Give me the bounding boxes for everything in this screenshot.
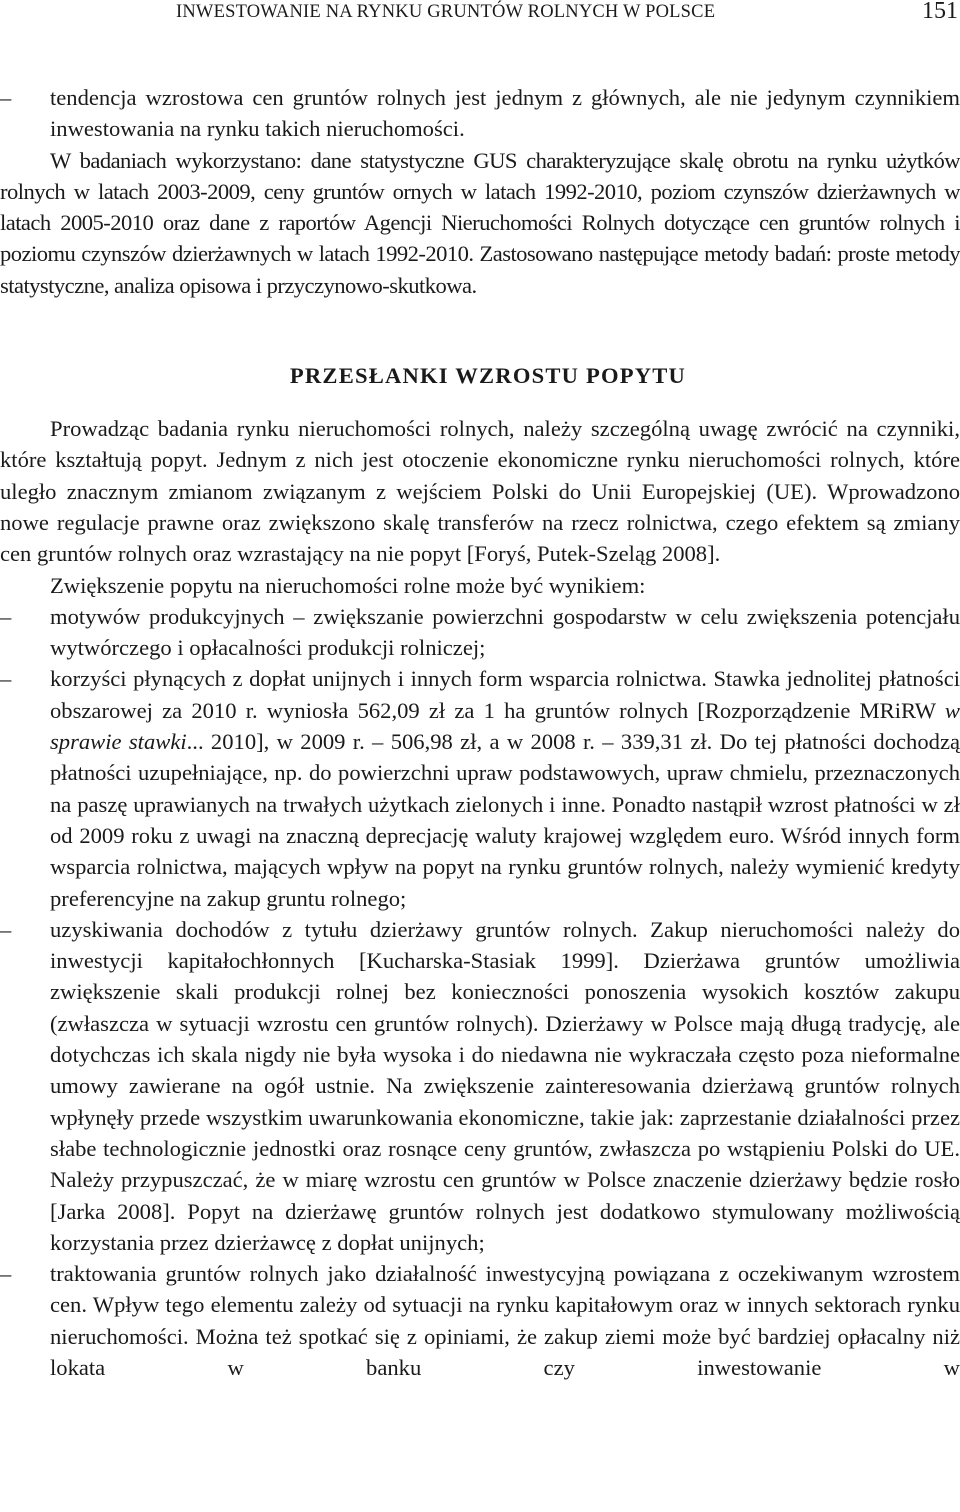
intro-list-item-text: tendencja wzrostowa cen gruntów rolnych jest jednym z głównych, ale nie jedynym czynnikiem inwestowania na rynku takich nieruchomości. [50, 85, 960, 142]
page-body [0, 82, 960, 1383]
dash-bullet: – [0, 1261, 12, 1287]
page-header [0, 0, 960, 40]
section-paragraph: Prowadząc badania rynku nieruchomości rolnych, należy szczególną uwagę zwrócić na czynniki, które kształtują popyt. Jednym z nich jest otoczenie ekonomiczne rynku nieruchomości rolnych, które uległo znacznym zmianom związanym z wejściem Polski do Unii Europejskiej (UE). Wprowadzono nowe regulacje prawne oraz zwiększono skalę transferów na rzecz rolnictwa, czego efektem są zmiany cen gruntów rolnych oraz wzrastający na nie popyt [Foryś, Putek-Szeląg 2008]. [0, 416, 960, 567]
factor-list-item-text: korzyści płynących z dopłat unijnych i innych form wsparcia rolnictwa. Stawka jednolitej płatności obszarowej za 2010 r. wyniosła 562,09 zł za 1 ha gruntów rolnych [Rozporządzenie MRiRW [50, 666, 960, 723]
section-heading: PRZESŁANKI WZROSTU POPYTU [289, 363, 687, 389]
dash-bullet: – [0, 916, 12, 942]
factor-list-item [0, 663, 960, 913]
dash-bullet: – [0, 603, 12, 629]
dash-bullet: – [0, 85, 12, 110]
citation-italic: w sprawie stawki [50, 697, 960, 755]
dash-bullet: – [0, 666, 12, 692]
factor-list-item [0, 601, 960, 664]
intro-list-item [0, 82, 960, 145]
factor-list-item [0, 914, 960, 1258]
factor-list-item-text: traktowania gruntów rolnych jako działalność inwestycyjną powiązana z oczekiwanym wzrostem cen. Wpływ tego elementu zależy od sytuacji na rynku kapitałowym oraz w innych sektorach rynku nieruchomości. Można też spotkać się z opiniami, że zakup ziemi może być bardziej opłacalny niż lokata w banku czy inwestowanie w [50, 1261, 960, 1380]
factor-list-item-text: uzyskiwania dochodów z tytułu dzierżawy gruntów rolnych. Zakup nieruchomości należy do inwestycji kapitałochłonnych [Kucharska-Stasiak 1999]. Dzierżawa gruntów umożliwia zwiększenie skali produkcji rolnej bez konieczności ponoszenia wysokich kosztów zakupu (zwłaszcza w sytuacji wzrostu cen gruntów rolnych). Dzierżawy w Polsce mają długą tradycję, ale dotychczas ich skala nigdy nie była wysoka i do niedawna nie wykraczała często poza nieformalne umowy zawierane na ogół ustnie. Na zwiększenie zainteresowania dzierżawą gruntów rolnych wpłynęły przede wszystkim uwarunkowania ekonomiczne, takie jak: zaprzestanie działalności przez słabe technologicznie jednostki oraz rosnące ceny gruntów, zwłaszcza po wstąpieniu Polski do UE. Należy przypuszczać, że w miarę wzrostu cen gruntów w Polsce znaczenie dzierżawy będzie rosło [Jarka 2008]. Popyt na dzierżawę gruntów rolnych jest dodatkowo stymulowany możliwością korzystania przez dzierżawcę z dopłat unijnych; [50, 916, 960, 1255]
running-title: INWESTOWANIE NA RYNKU GRUNTÓW ROLNYCH W POLSCE [176, 2, 716, 22]
page-number: 151 [922, 0, 958, 24]
factor-list-item [0, 1258, 960, 1383]
section-paragraph: Zwiększenie popytu na nieruchomości rolne może być wynikiem: [50, 572, 646, 598]
factor-list-item-text: motywów produkcyjnych – zwiększanie powierzchni gospodarstw w celu zwiększenia potencjału wytwórczego i opłacalności produkcji rolniczej; [50, 603, 960, 661]
methods-paragraph: W badaniach wykorzystano: dane statystyczne GUS charakteryzujące skalę obrotu na rynku użytków rolnych w latach 2003-2009, ceny gruntów ornych w latach 1992-2010, poziom czynszów dzierżawnych w latach 2005-2010 oraz dane z raportów Agencji Nieruchomości Rolnych dotyczące cen gruntów rolnych i poziomu czynszów dzierżawnych w latach 1992-2010. Zastosowano następujące metody badań: proste metody statystyczne, analiza opisowa i przyczynowo-skutkowa. [0, 147, 960, 298]
factor-list-item-text: ... 2010], w 2009 r. – 506,98 zł, a w 2008 r. – 339,31 zł. Do tej płatności dochodzą płatności uzupełniające, np. do powierzchni upraw podstawowych, upraw chmielu, przeznaczonych na paszę uprawianych na trwałych użytkach zielonych i inne. Ponadto nastąpił wzrost płatności w zł od 2009 roku z uwagi na znaczną deprecjację waluty krajowej względem euro. Wśród innych form wsparcia rolnictwa, mających wpływ na popyt na rynku gruntów rolnych, należy wymienić kredyty preferencyjne na zakup gruntu rolnego; [50, 729, 960, 911]
